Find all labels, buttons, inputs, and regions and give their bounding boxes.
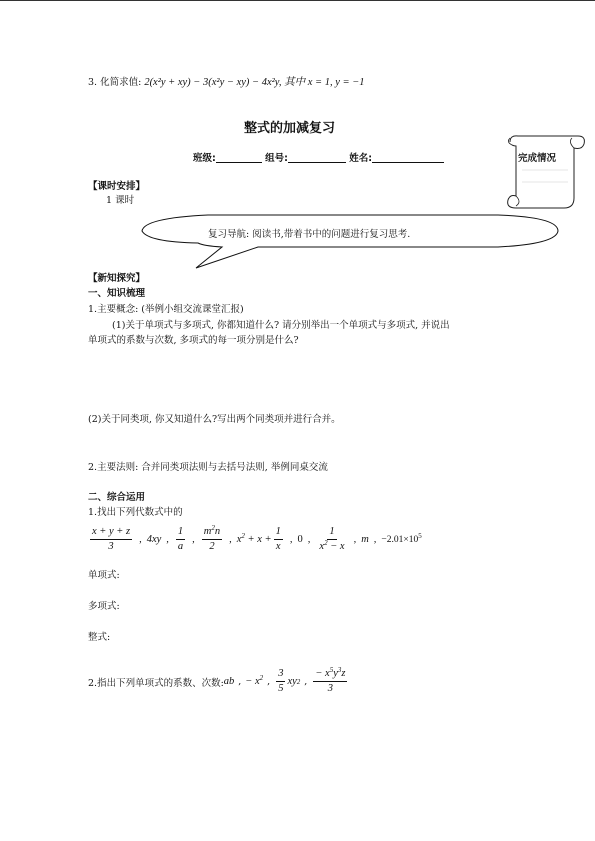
answer-polynomial: 多项式: bbox=[88, 601, 120, 612]
expression-list: $\frac{x + y + z}{3}$ , 4xy , $\frac{1}{a}$ , $\frac{m^2n}{2}$ , $x^2 + x$ + $\frac{1}{x}$ , 0 , $\frac{1}{x^2 - x}$ , m , $-2.01\times 10^5$ bbox=[92, 524, 422, 552]
item-1-1-line1: (1)关于单项式与多项式, 你都知道什么? 请分别举出一个单项式与多项式, 并说出 bbox=[112, 320, 450, 331]
question-3 bbox=[88, 74, 365, 89]
schedule-value: 1 课时 bbox=[106, 195, 135, 206]
expr-5-fraction: $\frac{1}{x}$ bbox=[275, 526, 281, 552]
class-label: 班级: bbox=[193, 153, 216, 164]
guide-bubble bbox=[138, 212, 562, 272]
exercise-1-title: 1.找出下列代数式中的 bbox=[88, 507, 183, 518]
part2-title: 二、综合运用 bbox=[88, 492, 146, 503]
item-1: 1.主要概念: (举例小组交流课堂汇报) bbox=[88, 304, 244, 315]
answer-integral: 整式: bbox=[88, 632, 111, 643]
ex2-term-1: ab bbox=[223, 676, 235, 687]
guide-text: 复习导航: 阅读书,带着书中的问题进行复习思考. bbox=[208, 229, 411, 240]
name-label: 姓名: bbox=[349, 153, 373, 164]
item-1-1-line2: 单项式的系数与次数, 多项式的每一项分别是什么? bbox=[88, 335, 299, 346]
student-info-row bbox=[193, 150, 444, 164]
expr-fraction-3: $\frac{1}{a}$ bbox=[177, 526, 184, 552]
ex2-term-4: $\frac{- x^5y^3z}{3}$ bbox=[315, 666, 346, 694]
item-1-2: (2)关于同类项, 你又知道什么?写出两个同类项并进行合并。 bbox=[88, 414, 341, 425]
q3-expression: 2(x²y + xy) − 3(x²y − xy) − 4x²y bbox=[144, 77, 279, 88]
exercise-2-title: 2.指出下列单项式的系数、次数: bbox=[88, 677, 224, 689]
item-2: 2.主要法则: 合并同类项法则与去括号法则, 举例同桌交流 bbox=[88, 462, 328, 473]
expr-fraction-4: $\frac{m^2n}{2}$ bbox=[203, 524, 221, 552]
expr-6: 0 bbox=[297, 534, 303, 545]
ex2-term-3: $\frac{3}{5}$ xy 2 bbox=[278, 668, 301, 694]
exercise-2: 2.指出下列单项式的系数、次数: ab , − $x^2$ , $\frac{3}{5}$ xy 2 , $\frac{- x^5y^3z}{3}$ bbox=[88, 666, 346, 694]
section-new-knowledge: 【新知探究】 bbox=[88, 273, 146, 284]
expr-fraction-7: $\frac{1}{x^2 - x}$ bbox=[319, 526, 345, 552]
expr-2: 4xy bbox=[146, 534, 162, 545]
section-schedule: 【课时安排】 bbox=[88, 181, 146, 192]
part1-title: 一、知识梳理 bbox=[88, 288, 146, 299]
class-blank[interactable] bbox=[216, 152, 262, 163]
expr-5: $x^2 + x$ + bbox=[236, 532, 272, 545]
expr-9: $-2.01\times 10^5$ bbox=[381, 531, 422, 545]
ex2-term-2: − $x^2$ bbox=[245, 674, 264, 687]
name-blank[interactable] bbox=[372, 152, 444, 163]
q3-condition: , 其中 x = 1, y = −1 bbox=[278, 77, 365, 88]
scroll-icon bbox=[502, 132, 588, 214]
expr-fraction-1: $\frac{x + y + z}{3}$ bbox=[92, 526, 131, 552]
completion-label: 完成情况 bbox=[518, 153, 557, 164]
group-label: 组号: bbox=[265, 153, 288, 164]
group-blank[interactable] bbox=[288, 152, 346, 163]
header-rule bbox=[0, 0, 595, 1]
q3-prefix: 3. 化简求值: bbox=[88, 77, 145, 88]
page-title: 整式的加减复习 bbox=[244, 121, 336, 136]
expr-8: m bbox=[361, 534, 369, 545]
answer-monomial: 单项式: bbox=[88, 570, 120, 581]
